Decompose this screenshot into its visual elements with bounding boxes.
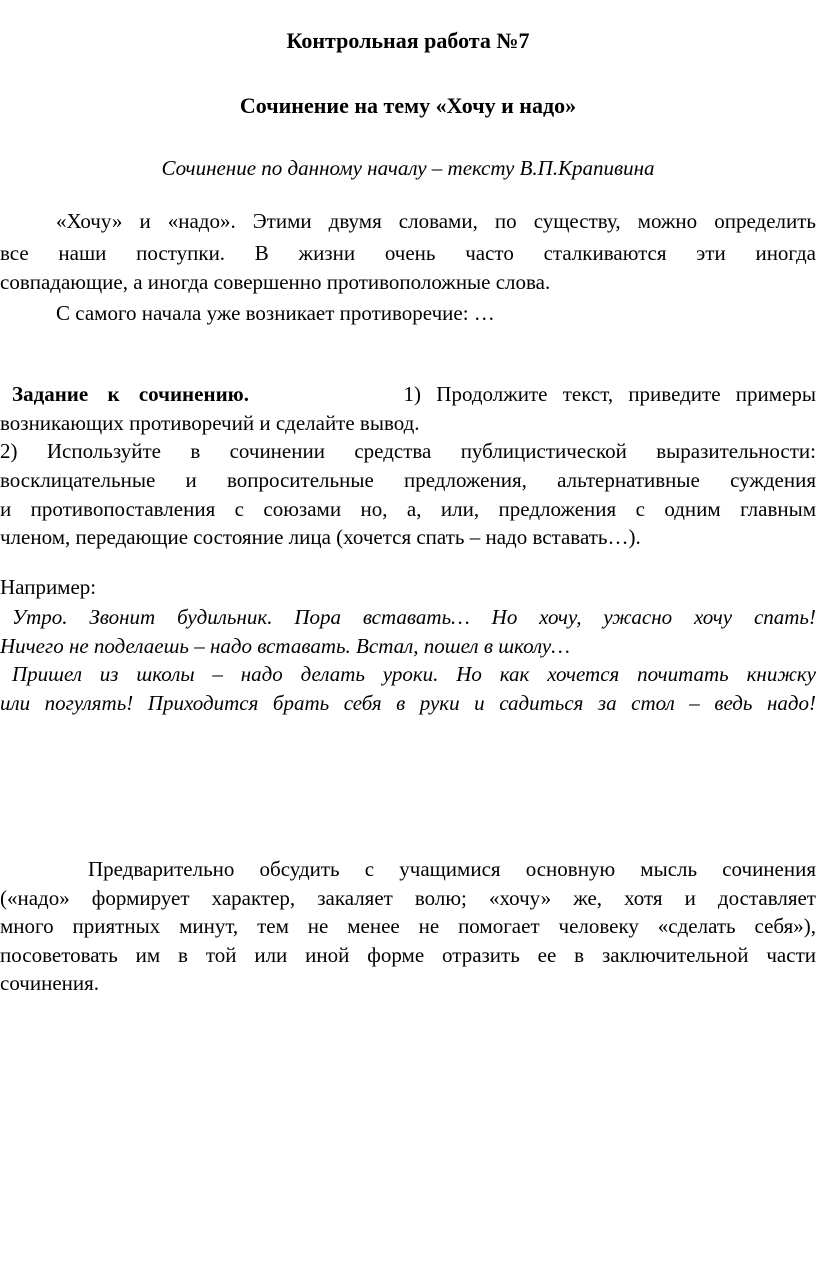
intro-line-4: С самого начала уже возникает противоречие: … [56,301,495,325]
intro-line-1: «Хочу» и «надо». Этими двумя словами, по существу, можно определить [56,209,816,233]
document-title: Контрольная работа №7 [286,28,530,53]
task-line-1 [12,381,816,408]
example-label: Например: [0,575,97,599]
example-line-4: или погулять! Приходится брать себя в руки и садиться за стол – ведь надо! [0,691,816,715]
task-line-5: и противопоставления с союзами но, а, или, предложения с одним главным [0,497,816,521]
task-line-6: членом, передающие состояние лица (хочется спать – надо вставать…). [0,525,641,549]
note-line-3: много приятных минут, тем не менее не помогает человеку «сделать себя»), [0,914,816,938]
example-line-1: Утро. Звонит будильник. Пора вставать… Но хочу, ужасно хочу спать! [12,605,816,629]
note-line-2: («надо» формирует характер, закаляет волю; «хочу» же, хотя и доставляет [0,886,816,910]
essay-theme-heading: Сочинение на тему «Хочу и надо» [239,93,577,118]
intro-line-2: все наши поступки. В жизни очень часто сталкиваются эти иногда [0,241,816,265]
note-line-4: посоветовать им в той или иной форме отразить ее в заключительной части [0,943,816,967]
task-line-4: восклицательные и вопросительные предложения, альтернативные суждения [0,468,816,492]
task-label: Задание к сочинению. [12,382,249,406]
note-line-1: Предварительно обсудить с учащимися основную мысль сочинения [88,857,816,881]
note-line-5: сочинения. [0,971,100,995]
task-line-2: возникающих противоречий и сделайте вывод. [0,411,420,435]
example-line-3: Пришел из школы – надо делать уроки. Но как хочется почитать книжку [12,662,816,686]
intro-line-3: совпадающие, а иногда совершенно противоположные слова. [0,270,551,294]
essay-subtitle: Сочинение по данному началу – тексту В.П.Крапивина [161,156,655,180]
task-line-3: 2) Используйте в сочинении средства публицистической выразительности: [0,439,816,463]
example-line-2: Ничего не поделаешь – надо вставать. Встал, пошел в школу… [0,634,570,658]
task-first-line-text: 1) Продолжите текст, приведите примеры [403,382,816,406]
